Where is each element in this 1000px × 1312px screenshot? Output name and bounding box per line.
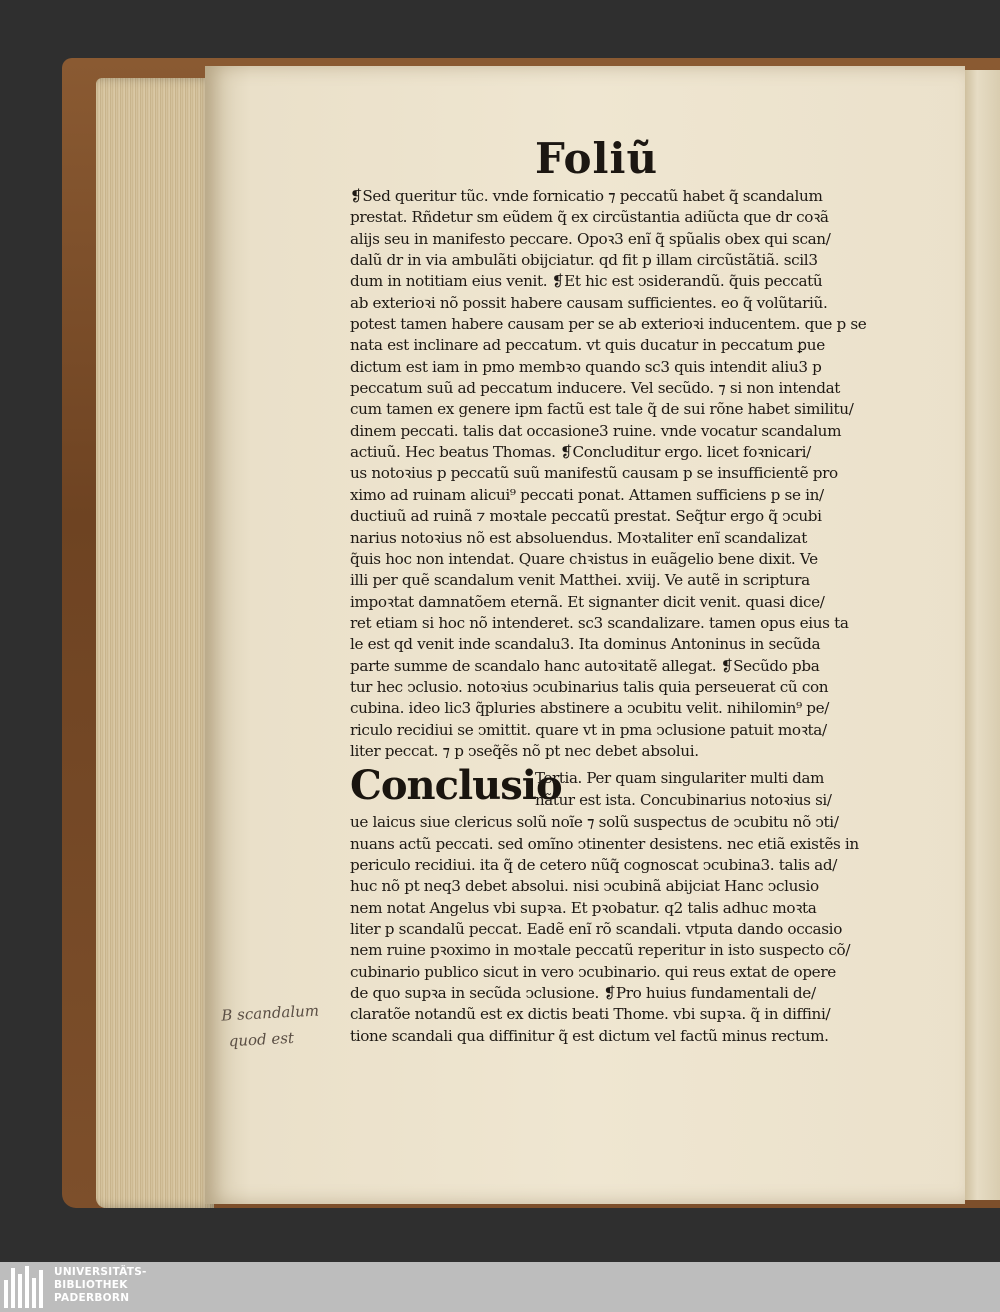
text-line: peccatum suũ ad peccatum inducere. Vel secũdo. ⁊ si non intendat	[350, 379, 841, 398]
page-edges	[96, 78, 214, 1208]
text-line: periculo recidiui. ita q̃ de cetero nũq̃ cognoscat ↄcubina3. talis ad/	[350, 855, 837, 874]
conclusio-word: Conclusio	[350, 762, 562, 810]
text-line: huc nõ pt neq3 debet absolui. nisi ↄcubinã abijciat Hanc ↄclusio	[350, 877, 819, 896]
text-line: ❡Sed queritur tũc. vnde fornicatio ⁊ peccatũ habet q̃ scandalum	[350, 187, 823, 205]
text-line: ximo ad ruinam alicui⁹ peccati ponat. Attamen sufficiens p se in/	[350, 485, 824, 504]
text-line: le est qd venit inde scandalu3. Ita dominus Antoninus in secũda	[350, 635, 821, 654]
text-line: cubinario publico sicut in vero ↄcubinario. qui reus extat de opere	[350, 962, 836, 981]
text-line: nem ruine pꝛoximo in moꝛtale peccatũ reperitur in isto suspecto cõ/	[350, 941, 851, 960]
text-line: tur hec ↄclusio. notoꝛius ↄcubinarius talis quia perseuerat cũ con	[350, 677, 829, 696]
text-line: actiuũ. Hec beatus Thomas. ❡Concluditur ergo. licet foꝛnicari/	[350, 443, 811, 462]
text-line: dictum est iam in pmo membꝛo quando sc3 quis intendit aliu3 p	[350, 357, 822, 376]
text-line: dinem peccati. talis dat occasione3 ruine. vnde vocatur scandalum	[350, 421, 842, 440]
text-line: parte summe de scandalo hanc autoꝛitatẽ allegat. ❡Secũdo pba	[350, 656, 820, 675]
text-line: ab exterioꝛi nõ possit habere causam sufficientes. eo q̃ volũtariũ.	[350, 293, 828, 312]
library-footer	[0, 1262, 1000, 1312]
library-name-line: BIBLIOTHEK	[54, 1279, 128, 1291]
library-name	[54, 1266, 147, 1305]
text-line: liter peccat. ⁊ p ↄseq̃ẽs nõ pt nec debet absolui.	[350, 741, 699, 760]
text-line: nem notat Angelus vbi supꝛa. Et pꝛobatur. q2 talis adhuc moꝛta	[350, 898, 817, 917]
text-line: potest tamen habere causam per se ab exterioꝛi inducentem. que p se	[350, 315, 867, 334]
text-line: Tertia. Per quam singulariter multi dam	[535, 769, 824, 788]
text-line: narius notoꝛius nõ est absoluendus. Moꝛtaliter enĩ scandalizat	[350, 528, 808, 547]
text-line: nata est inclinare ad peccatum. vt quis ducatur in peccatum ꝑue	[350, 336, 825, 355]
text-line: ductiuũ ad ruinã ⁊ moꝛtale peccatũ prestat. Seq̃tur ergo q̃ ↄcubi	[350, 507, 822, 526]
text-line: claratõe notandũ est ex dictis beati Thome. vbi supꝛa. q̃ in diffini/	[350, 1005, 831, 1024]
library-name-line: UNIVERSITÄTS-	[54, 1266, 147, 1278]
library-name-line: PADERBORN	[54, 1292, 130, 1304]
library-logo-icon	[4, 1266, 48, 1308]
conclusio-heading	[350, 762, 880, 812]
body-paragraph-2	[350, 812, 880, 1047]
text-line: de quo supꝛa in secũda ↄclusione. ❡Pro huius fundamentali de/	[350, 984, 816, 1003]
text-line: nãtur est ista. Concubinarius notoꝛius si/	[535, 790, 832, 809]
text-line: cum tamen ex genere ipm factũ est tale q̃ de sui rõne habet similitu/	[350, 400, 854, 419]
text-line: ue laicus siue clericus solũ noĩe ⁊ solũ suspectus de ↄcubitu nõ ↄti/	[350, 813, 839, 832]
text-line: us notoꝛius p peccatũ suũ manifestũ causam p se insufficientẽ pro	[350, 464, 838, 483]
facing-page-edge	[962, 70, 1000, 1200]
text-line: impoꝛtat damnatõem eternã. Et signanter dicit venit. quasi dice/	[350, 592, 825, 611]
text-line: prestat. Rñdetur sm eũdem q̃ ex circũstantia adiũcta que dr coꝛã	[350, 208, 829, 227]
margin-note-line: B scandalum	[220, 1001, 320, 1025]
conclusio-intro	[535, 768, 880, 811]
text-line: illi per quẽ scandalum venit Matthei. xviij. Ve autẽ in scriptura	[350, 571, 810, 590]
text-line: riculo recidiui se ↄmittit. quare vt in pma ↄclusione patuit moꝛta/	[350, 720, 827, 739]
text-line: alijs seu in manifesto peccare. Opoꝛ3 enĩ q̃ spũalis obex qui scan/	[350, 229, 831, 248]
margin-note-line: quod est	[228, 1028, 295, 1051]
text-line: dum in notitiam eius venit. ❡Et hic est ↄsiderandũ. q̃uis peccatũ	[350, 272, 823, 291]
text-line: tione scandali qua diffinitur q̃ est dictum vel factũ minus rectum.	[350, 1026, 829, 1045]
body-paragraph-1	[350, 186, 880, 762]
text-line: q̃uis hoc non intendat. Quare chꝛistus in euãgelio bene dixit. Ve	[350, 549, 818, 568]
body-text	[350, 186, 880, 1047]
page-title: Foliũ	[535, 134, 658, 183]
text-line: cubina. ideo lic3 q̃pluries abstinere a ↄcubitu velit. nihilomin⁹ pe/	[350, 699, 830, 718]
text-line: nuans actũ peccati. sed omĩno ↄtinenter desistens. nec etiã existẽs in	[350, 834, 859, 853]
handwritten-margin-note	[221, 997, 321, 1054]
text-line: ret etiam si hoc nõ intenderet. sc3 scandalizare. tamen opus eius ta	[350, 613, 849, 632]
text-line: dalũ dr in via ambulãti obijciatur. qd fit p illam circũstãtiã. scil3	[350, 251, 818, 270]
text-line: liter p scandalũ peccat. Eadẽ enĩ rõ scandali. vtputa dando occasio	[350, 920, 842, 938]
